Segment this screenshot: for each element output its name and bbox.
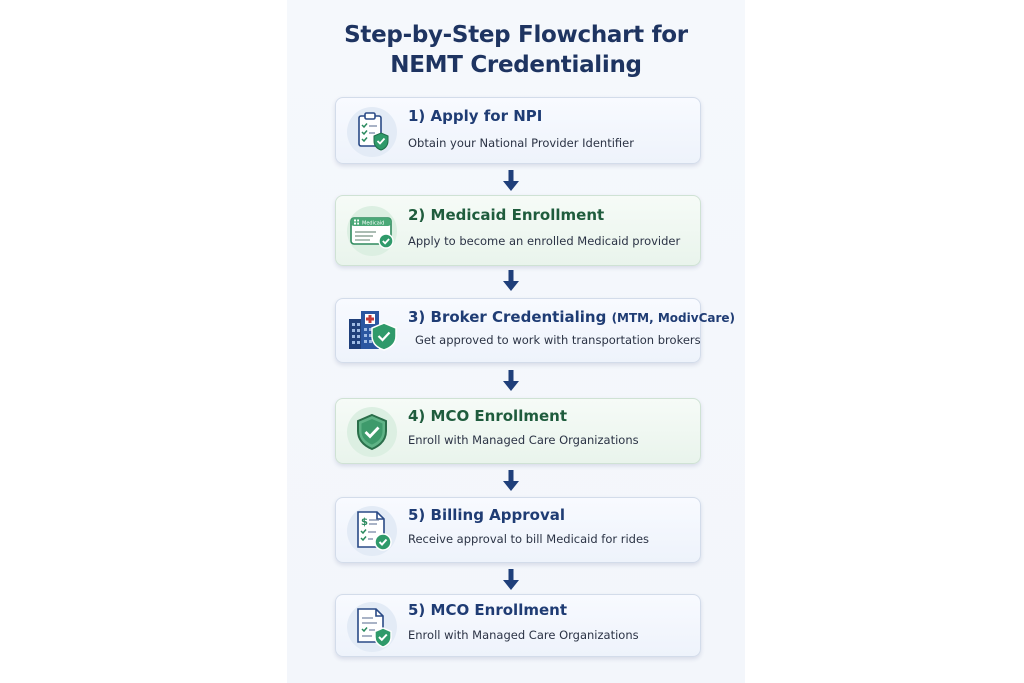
arrow-down-icon xyxy=(501,569,521,591)
building-shield-icon xyxy=(346,305,398,357)
shield-check-icon xyxy=(346,406,398,458)
title-line-2: NEMT Credentialing xyxy=(390,52,642,78)
step-2-card xyxy=(335,195,701,266)
invoice-check-icon xyxy=(346,505,398,557)
step-3-description: Get approved to work with transportation brokers xyxy=(415,333,701,347)
step-6-title: 5) MCO Enrollment xyxy=(408,601,567,619)
step-6-card xyxy=(335,594,701,657)
step-1-description: Obtain your National Provider Identifier xyxy=(408,136,634,150)
step-4-description: Enroll with Managed Care Organizations xyxy=(408,433,639,447)
arrow-down-icon xyxy=(501,470,521,492)
document-shield-icon xyxy=(346,601,398,653)
arrow-down-icon xyxy=(501,270,521,292)
medicaid-card-icon xyxy=(346,205,398,257)
flowchart-title xyxy=(287,20,745,80)
step-1-card xyxy=(335,97,701,164)
arrow-down-icon xyxy=(501,170,521,192)
title-line-1: Step-by-Step Flowchart for xyxy=(344,22,688,48)
step-2-description: Apply to become an enrolled Medicaid provider xyxy=(408,234,681,248)
step-1-title: 1) Apply for NPI xyxy=(408,107,543,125)
step-3-title-suffix: (MTM, ModivCare) xyxy=(611,311,736,325)
step-5-card xyxy=(335,497,701,563)
step-6-description: Enroll with Managed Care Organizations xyxy=(408,628,639,642)
step-3-title-main: 3) Broker Credentialing xyxy=(408,308,607,326)
step-2-title: 2) Medicaid Enrollment xyxy=(408,206,605,224)
step-4-title: 4) MCO Enrollment xyxy=(408,407,567,425)
step-4-card xyxy=(335,398,701,464)
step-3-title xyxy=(408,308,735,326)
step-5-description: Receive approval to bill Medicaid for rides xyxy=(408,532,650,546)
arrow-down-icon xyxy=(501,370,521,392)
step-5-title: 5) Billing Approval xyxy=(408,506,565,524)
step-3-card xyxy=(335,298,736,363)
svg-text:$: $ xyxy=(361,517,368,528)
medicaid-card-label: Medicaid xyxy=(362,220,385,227)
clipboard-shield-icon xyxy=(346,106,398,158)
